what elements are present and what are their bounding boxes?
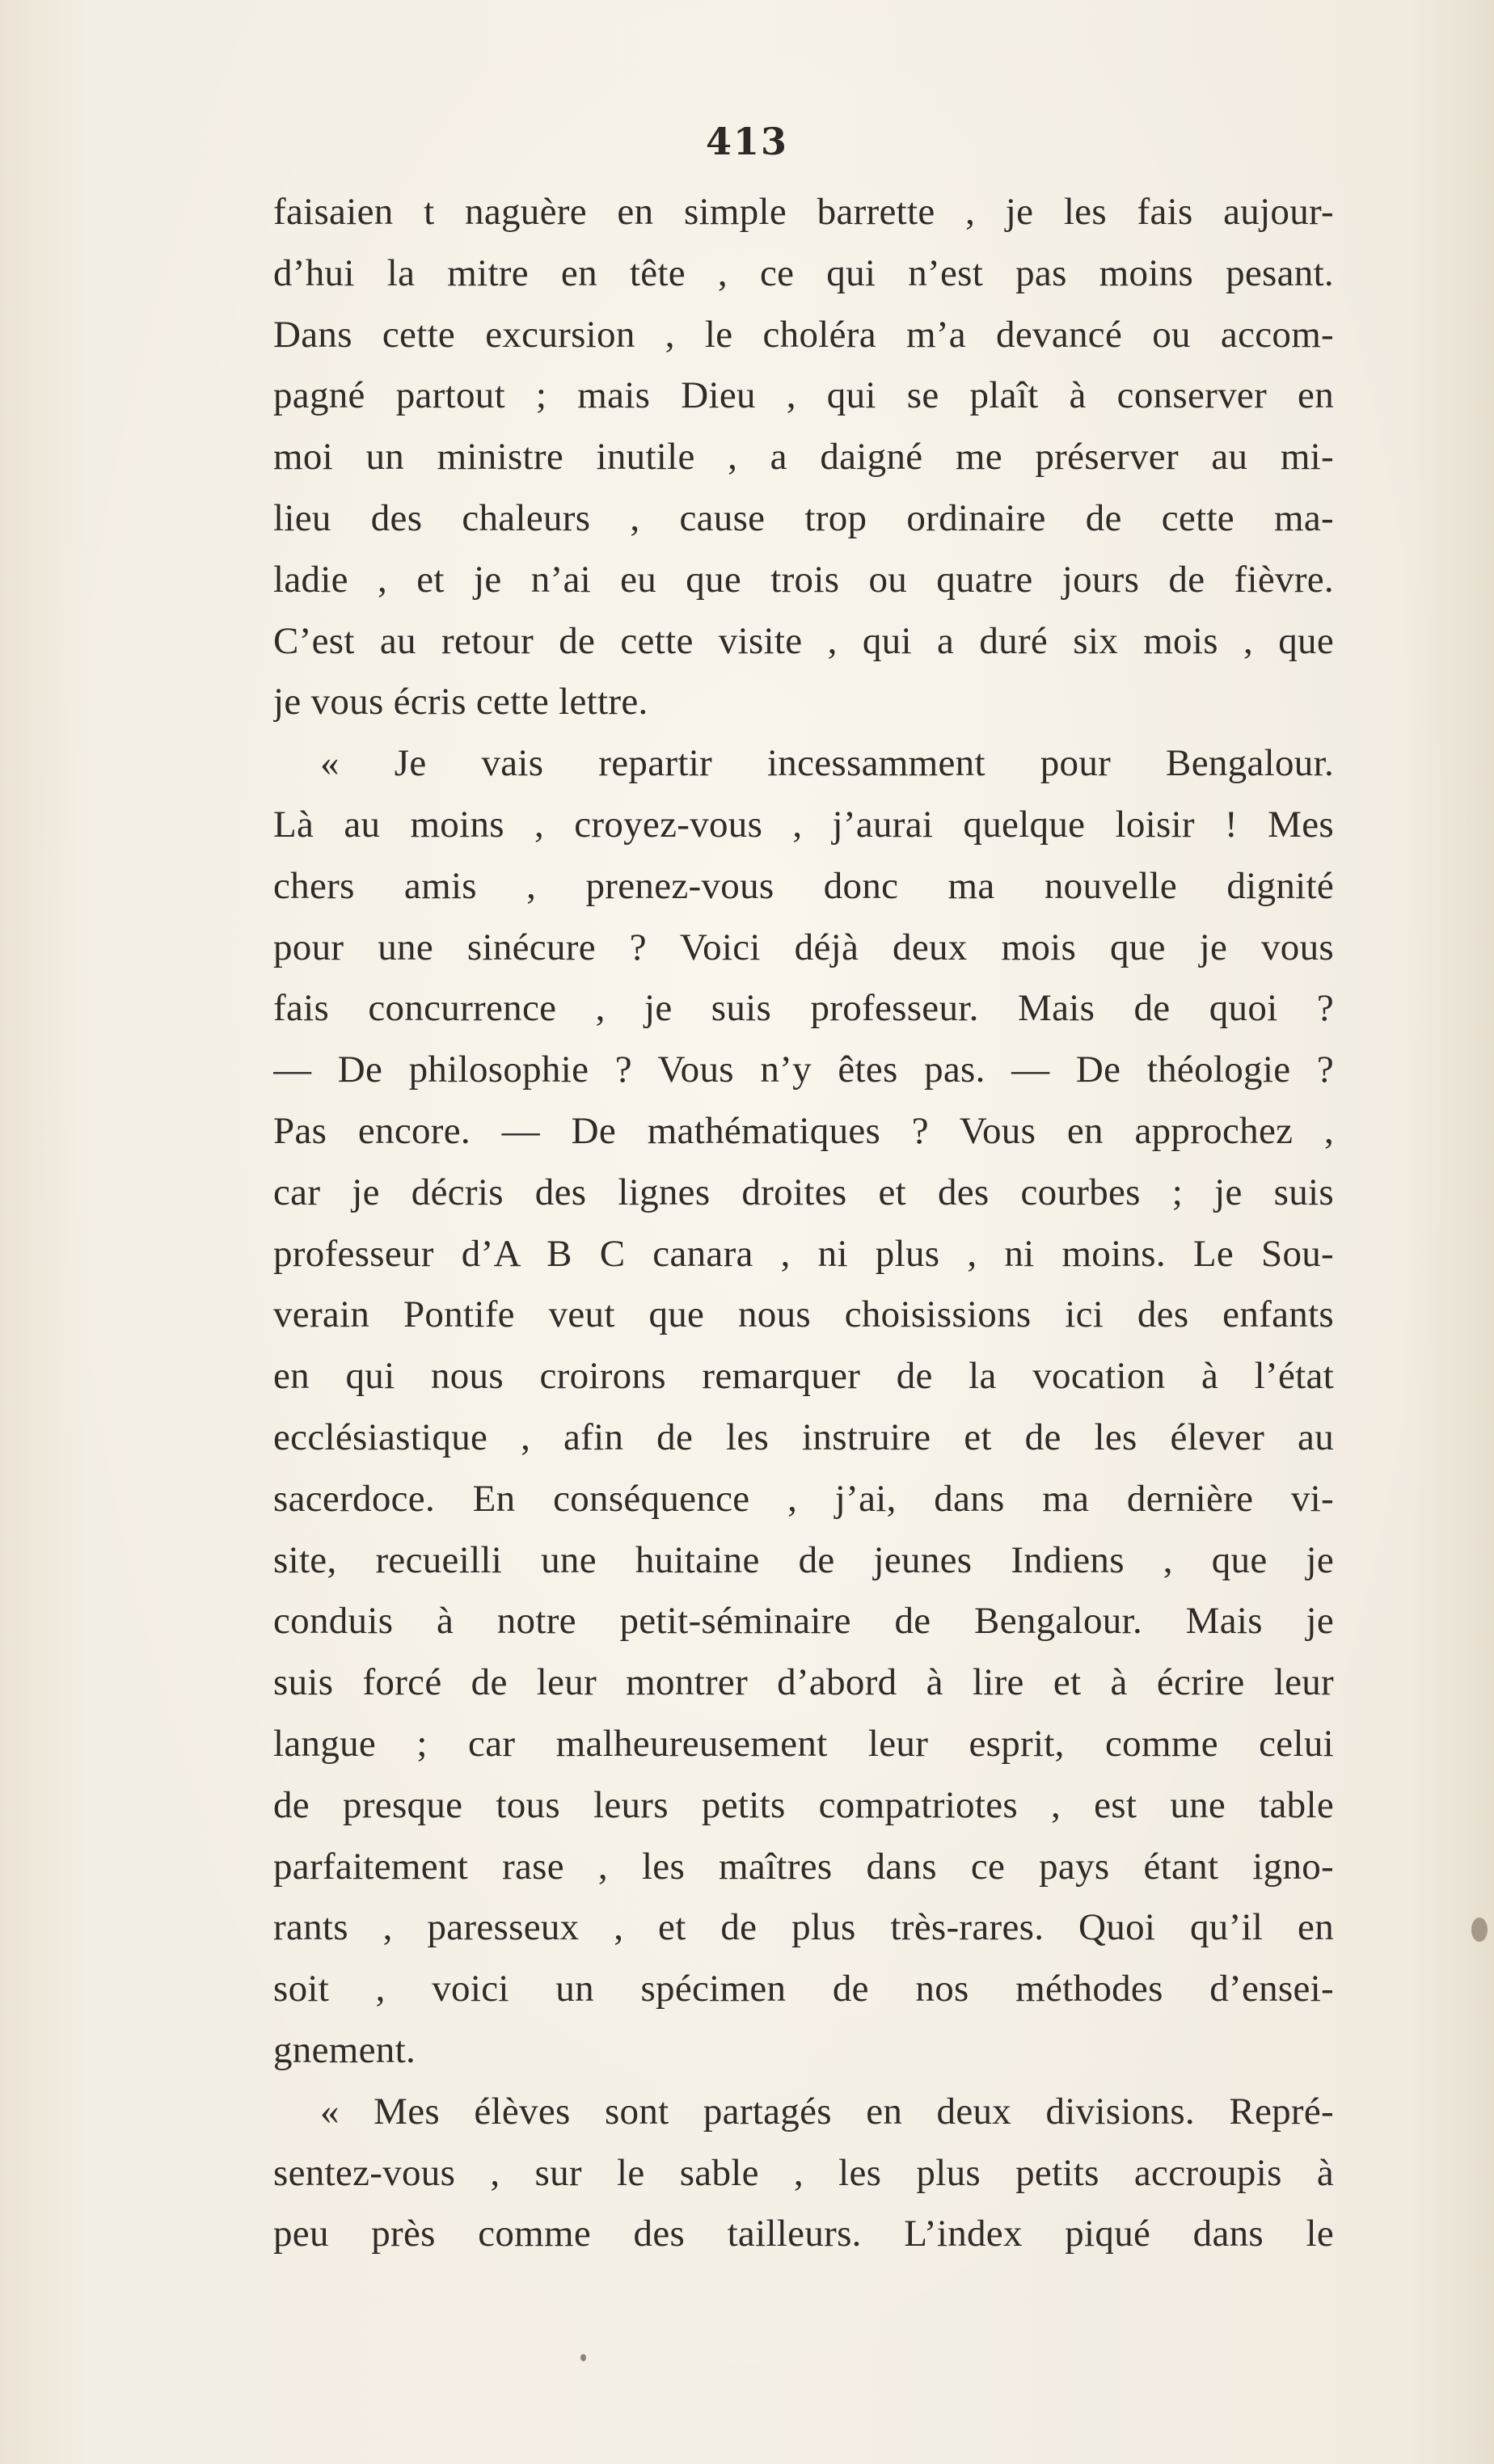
text-line: pour une sinécure ? Voici déjà deux mois que je vous: [273, 926, 1334, 968]
text-line: moi un ministre inutile , a daigné me préserver au mi-: [273, 436, 1334, 479]
text-line: Pas encore. — De mathématiques ? Vous en approchez ,: [273, 1109, 1334, 1152]
text-line: parfaitement rase , les maîtres dans ce pays étant igno-: [273, 1845, 1334, 1888]
text-line: « Mes élèves sont partagés en deux divisions. Repré-: [320, 2090, 1334, 2133]
text-line: Dans cette excursion , le choléra m’a devancé ou accom-: [273, 313, 1334, 356]
text-line: professeur d’A B C canara , ni plus , ni moins. Le Sou-: [273, 1232, 1334, 1275]
text-line: conduis à notre petit-séminaire de Bengalour. Mais je: [273, 1600, 1334, 1643]
text-line: lieu des chaleurs , cause trop ordinaire de cette ma-: [273, 496, 1334, 539]
text-line: faisaien t naguère en simple barrette , je les fais aujour-: [273, 191, 1334, 233]
ink-speck: [580, 2354, 586, 2361]
text-line: de presque tous leurs petits compatriotes , est une table: [273, 1783, 1334, 1826]
text-line: C’est au retour de cette visite , qui a duré six mois , que: [273, 619, 1334, 662]
text-line: site, recueilli une huitaine de jeunes Indiens , que je: [273, 1538, 1334, 1581]
text-line: d’hui la mitre en tête , ce qui n’est pas moins pesant.: [273, 251, 1334, 294]
text-line: — De philosophie ? Vous n’y êtes pas. — De théologie ?: [273, 1048, 1334, 1091]
text-line: fais concurrence , je suis professeur. Mais de quoi ?: [273, 987, 1334, 1030]
text-line: « Je vais repartir incessamment pour Bengalour.: [320, 742, 1334, 785]
page-number: 413: [705, 120, 789, 163]
text-line: ladie , et je n’ai eu que trois ou quatre jours de fièvre.: [273, 558, 1334, 601]
text-line: soit , voici un spécimen de nos méthodes d’ensei-: [273, 1968, 1334, 2010]
text-line: en qui nous croirons remarquer de la vocation à l’état: [273, 1355, 1334, 1398]
text-line: gnement.: [273, 2028, 416, 2071]
text-line: ecclésiastique , afin de les instruire et de les élever au: [273, 1416, 1334, 1458]
text-line: suis forcé de leur montrer d’abord à lire et à écrire leur: [273, 1661, 1334, 1704]
text-line: pagné partout ; mais Dieu , qui se plaît à conserver en: [273, 374, 1334, 417]
text-line: langue ; car malheureusement leur esprit, comme celui: [273, 1722, 1334, 1765]
ink-speck: [1471, 1918, 1488, 1942]
text-line: peu près comme des tailleurs. L’index piqué dans le: [273, 2213, 1334, 2255]
text-line: je vous écris cette lettre.: [273, 681, 648, 724]
text-line: rants , paresseux , et de plus très-rares. Quoi qu’il en: [273, 1906, 1334, 1949]
text-line: sacerdoce. En conséquence , j’ai, dans ma dernière vi-: [273, 1477, 1334, 1520]
text-line: Là au moins , croyez-vous , j’aurai quelque loisir ! Mes: [273, 803, 1334, 846]
text-line: verain Pontife veut que nous choisissions ici des enfants: [273, 1293, 1334, 1336]
text-line: car je décris des lignes droites et des courbes ; je suis: [273, 1171, 1334, 1213]
text-line: chers amis , prenez-vous donc ma nouvelle dignité: [273, 864, 1334, 907]
text-line: sentez-vous , sur le sable , les plus petits accroupis à: [273, 2151, 1334, 2194]
body-text: [273, 182, 1334, 2265]
